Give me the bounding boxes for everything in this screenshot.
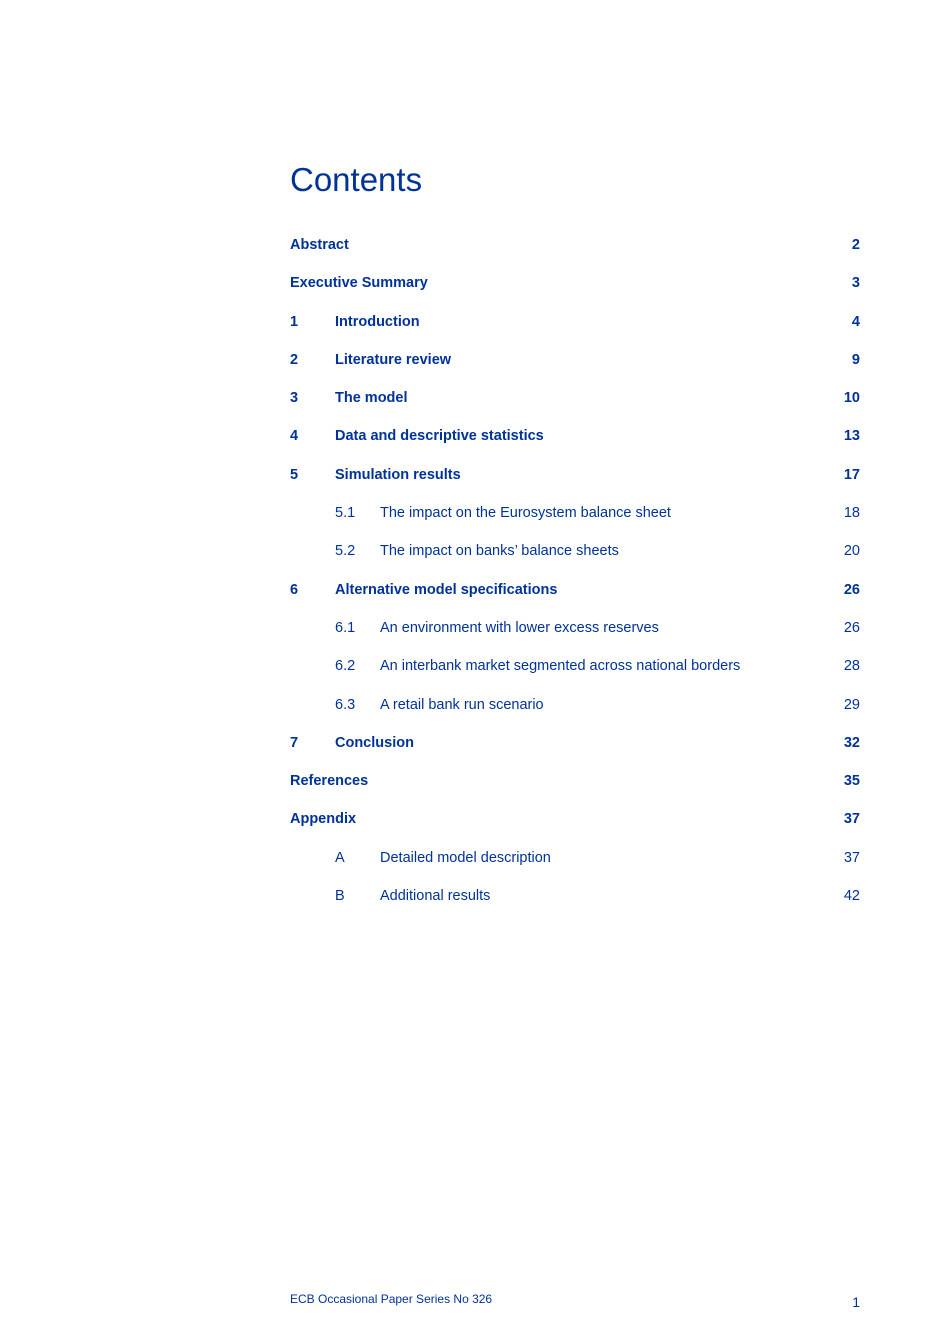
toc-entry-page[interactable]: 17 bbox=[843, 466, 860, 483]
toc-entry-page[interactable]: 28 bbox=[843, 658, 860, 675]
page-footer bbox=[290, 1292, 860, 1312]
toc-entry[interactable] bbox=[290, 614, 860, 652]
toc-entry-label[interactable]: An environment with lower excess reserves bbox=[380, 619, 659, 636]
toc-entry-label[interactable]: Detailed model description bbox=[380, 849, 551, 866]
toc-entry-page[interactable]: 9 bbox=[851, 351, 860, 368]
toc-entry[interactable] bbox=[290, 422, 860, 460]
toc-entry[interactable] bbox=[290, 461, 860, 499]
toc-entry-page[interactable]: 13 bbox=[843, 428, 860, 445]
toc-entry-page[interactable]: 26 bbox=[843, 581, 860, 598]
toc-entry-page[interactable]: 18 bbox=[843, 505, 860, 522]
toc-entry[interactable] bbox=[290, 576, 860, 614]
toc-entry-page[interactable]: 26 bbox=[843, 619, 860, 636]
toc-entry-page[interactable]: 4 bbox=[851, 313, 860, 330]
footer-series-title: ECB Occasional Paper Series No 326 bbox=[290, 1292, 493, 1306]
toc-entry-page[interactable]: 3 bbox=[851, 275, 860, 292]
toc-entry-label[interactable]: Data and descriptive statistics bbox=[335, 428, 544, 445]
toc-entry-number: 2 bbox=[290, 351, 299, 368]
toc-entry-number: B bbox=[335, 888, 345, 905]
toc-entry-number: 6 bbox=[290, 581, 299, 598]
toc-entry-number: 5.2 bbox=[335, 543, 356, 560]
toc-entry-number: A bbox=[335, 849, 345, 866]
toc-entry-page[interactable]: 42 bbox=[843, 888, 860, 905]
toc-entry-label[interactable]: A retail bank run scenario bbox=[380, 696, 544, 713]
toc-entry-page[interactable]: 2 bbox=[851, 237, 860, 253]
page-title: Contents bbox=[290, 161, 423, 198]
toc-entry-label[interactable]: Alternative model specifications bbox=[335, 581, 558, 598]
toc-entry-number: 5 bbox=[290, 466, 299, 483]
toc-entry[interactable] bbox=[290, 652, 860, 690]
toc-entry-label[interactable]: Literature review bbox=[335, 351, 452, 368]
footer-page-number: 1 bbox=[852, 1294, 860, 1310]
toc-entry-number: 1 bbox=[290, 313, 299, 330]
toc-entry-label[interactable]: Executive Summary bbox=[290, 275, 428, 292]
toc-entry[interactable] bbox=[290, 805, 860, 843]
toc-entry-page[interactable]: 10 bbox=[843, 390, 860, 407]
toc-entry-page[interactable]: 32 bbox=[843, 734, 860, 751]
toc-entry-label[interactable]: Introduction bbox=[335, 313, 420, 330]
toc-entry-page[interactable]: 20 bbox=[843, 543, 860, 560]
toc-entry-page[interactable]: 37 bbox=[843, 811, 860, 828]
toc-entry-number: 7 bbox=[290, 734, 299, 751]
toc-entry-label[interactable]: Abstract bbox=[290, 237, 349, 253]
toc-entry-number: 6.3 bbox=[335, 696, 356, 713]
toc-entry[interactable] bbox=[290, 691, 860, 729]
toc-entry-label[interactable]: The impact on the Eurosystem balance sheet bbox=[380, 505, 671, 522]
toc-entry-label[interactable]: Additional results bbox=[380, 888, 491, 905]
toc-entry-page[interactable]: 37 bbox=[843, 849, 860, 866]
toc-entry[interactable] bbox=[290, 346, 860, 384]
toc-entry[interactable] bbox=[290, 729, 860, 767]
toc-entry-label[interactable]: An interbank market segmented across national borders bbox=[380, 658, 741, 675]
toc-entry[interactable] bbox=[290, 499, 860, 537]
toc-entry-page[interactable]: 29 bbox=[843, 696, 860, 713]
toc-entry-label[interactable]: Conclusion bbox=[335, 734, 414, 751]
toc-entry[interactable] bbox=[290, 269, 860, 307]
toc-entry-page[interactable]: 35 bbox=[843, 773, 860, 790]
toc-entry-label[interactable]: The impact on banks’ balance sheets bbox=[380, 543, 619, 560]
toc-entry-label[interactable]: Appendix bbox=[290, 811, 357, 828]
toc-entry-label[interactable]: Simulation results bbox=[335, 466, 461, 483]
toc-entry-number: 4 bbox=[290, 428, 299, 445]
toc-entry[interactable] bbox=[290, 384, 860, 422]
toc-entry[interactable] bbox=[290, 231, 860, 269]
toc-entry[interactable] bbox=[290, 844, 860, 882]
toc-entry-label[interactable]: The model bbox=[335, 390, 408, 407]
toc-entry[interactable] bbox=[290, 767, 860, 805]
toc-entry[interactable] bbox=[290, 537, 860, 575]
toc-entry-number: 3 bbox=[290, 390, 299, 407]
toc-entry-number: 5.1 bbox=[335, 505, 356, 522]
toc-entry[interactable] bbox=[290, 882, 860, 920]
table-of-contents bbox=[290, 231, 860, 920]
toc-entry-number: 6.2 bbox=[335, 658, 356, 675]
toc-entry-number: 6.1 bbox=[335, 619, 356, 636]
toc-entry[interactable] bbox=[290, 308, 860, 346]
toc-entry-label[interactable]: References bbox=[290, 773, 369, 790]
